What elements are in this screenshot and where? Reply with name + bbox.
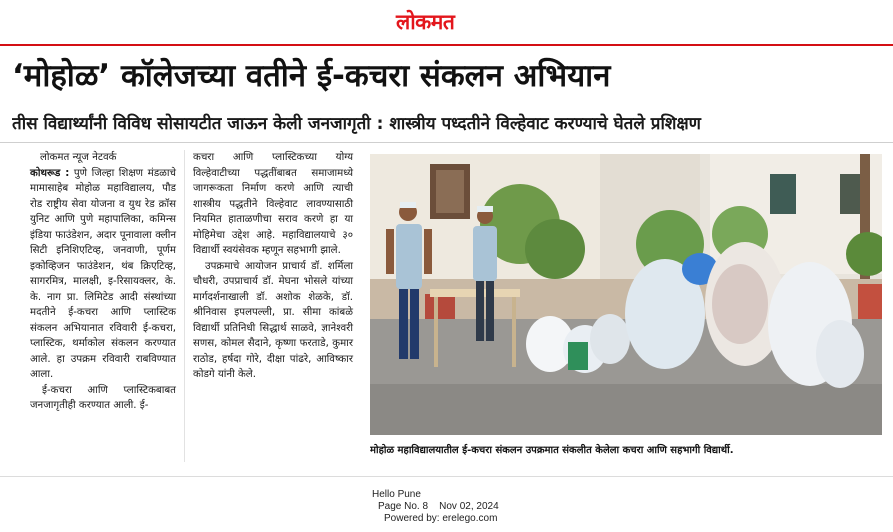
dateline: कोथरूड : [30, 167, 70, 179]
headline: ‘मोहोळ’ कॉलेजच्या वतीने ई-कचरा संकलन अभियान [12, 58, 611, 94]
photo-illustration [370, 154, 882, 435]
paragraph-text: पुणे जिल्हा शिक्षण मंडळाचे मामासाहेब मोहोळ महाविद्यालय, पौड रोड राष्ट्रीय सेवा योजना व युथ रेड क्रॉस युनिट आणि पुणे महापालिका, कमिन्स इंडिया फाउंडेशन, अदार पूनावाला क्लीन सिटी इनिशिएटिव्ह, जनवाणी, पूर्णम इकोव्हिजन फाउंडेशन, थंब क्रिएटिव्ह, सागरमित्र, मालक्षी, इ-रिसायक्लर, के. के. नाग प्रा. लिमिटेड आदी संस्थांच्या मदतीने ई-कचरा आणि प्लास्टिक संकलन अभियानात रविवारी ई-कचरा, प्लास्टिक, थर्माकोल संकलन करण्यात आले. हा उपक्रम रविवारी राबविण्यात आला. [30, 167, 176, 380]
article-column-1 [30, 150, 176, 414]
article-paragraph: उपक्रमाचे आयोजन प्राचार्य डॉ. शर्मिला चौधरी, उपप्राचार्य डॉ. मेघना भोसले यांच्या मार्गदर्शनाखाली डॉ. अशोक शेळके, डॉ. श्रीनिवास इपलपल्ली, प्रा. सीमा कांबळे विद्यार्थी प्रतिनिधी सिद्धार्थ साळवे, ज्ञानेश्वरी सणस, कोमल सैदाने, कृष्णा फरताडे, कुमार राठोड, हर्षदा गोरे, दीक्षा पांढरे, आविष्कार कोडगे यांनी केले. [193, 260, 353, 380]
lokmat-logo: लोकमत [396, 10, 455, 34]
article-paragraph [30, 166, 176, 383]
footer-page-date: Page No. 8 Nov 02, 2024 [378, 501, 499, 512]
footer-powered-by: Powered by: erelego.com [384, 513, 498, 524]
news-photo [370, 154, 882, 435]
footer-divider [0, 476, 893, 477]
byline: लोकमत न्यूज नेटवर्क [40, 152, 117, 163]
article-paragraph: कचरा आणि प्लास्टिकच्या योग्य विल्हेवाटीच्या पद्धतींबाबत समाजामध्ये जागरूकता निर्माण करणे आणि त्याची शास्त्रीय पद्धतीने विल्हेवाट लावण्यासाठी नियमित हाताळणीचा सराव करणे हा या मोहिमेचा उद्देश आहे. महाविद्यालयाचे ३० विद्यार्थी स्वयंसेवक म्हणून सहभागी झाले. [193, 152, 353, 256]
subheadline: तीस विद्यार्थ्यांनी विविध सोसायटीत जाऊन केली जनजागृती : शास्त्रीय पध्दतीने विल्हेवाट करण्याचे घेतले प्रशिक्षण [12, 114, 701, 134]
article-column-2 [193, 150, 353, 383]
masthead [0, 0, 893, 46]
photo-caption: मोहोळ महाविद्यालयातील ई-कचरा संकलन उपक्रमात संकलीत केलेला कचरा आणि सहभागी विद्यार्थी. [370, 445, 734, 456]
footer-edition: Hello Pune [372, 489, 421, 500]
article-paragraph: ई-कचरा आणि प्लास्टिकबाबत जनजागृतीही करण्यात आली. ई- [30, 384, 176, 411]
header-divider [0, 142, 893, 143]
column-divider [184, 150, 185, 462]
